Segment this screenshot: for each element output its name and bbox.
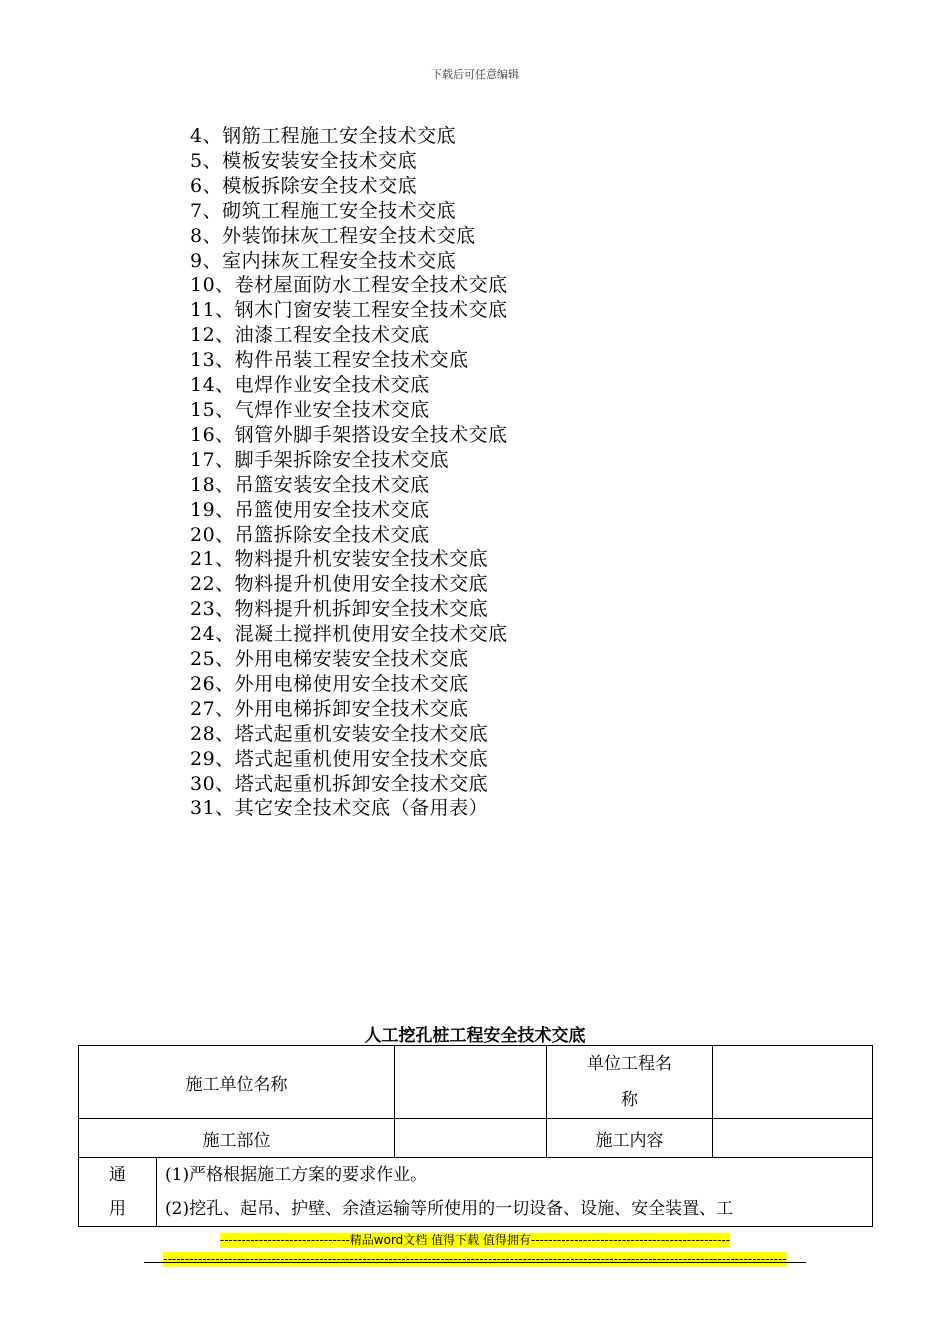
toc-item: 4、钢筋工程施工安全技术交底	[190, 125, 457, 147]
general-label	[79, 1158, 157, 1227]
form-row-part	[79, 1119, 873, 1158]
toc-item: 14、电焊作业安全技术交底	[190, 374, 430, 397]
toc-item: 7、砌筑工程施工安全技术交底	[190, 199, 457, 222]
form-row-general	[79, 1158, 873, 1227]
unit-name-value	[395, 1046, 547, 1119]
toc-item: 17、脚手架拆除安全技术交底	[190, 448, 450, 471]
toc-item: 9、室内抹灰工程安全技术交底	[190, 249, 457, 272]
general-label-line1: 通	[109, 1165, 126, 1185]
toc-item: 21、物料提升机安装安全技术交底	[190, 548, 489, 571]
toc-item: 10、卷材屋面防水工程安全技术交底	[190, 274, 508, 297]
footer-rule	[144, 1262, 806, 1263]
toc-item: 11、钢木门窗安装工程安全技术交底	[190, 299, 508, 322]
toc-item: 29、塔式起重机使用安全技术交底	[190, 747, 489, 770]
part-value	[395, 1119, 547, 1158]
toc-item: 30、塔式起重机拆卸安全技术交底	[190, 772, 489, 795]
project-name-label-line2: 称	[621, 1090, 638, 1110]
toc-item: 22、物料提升机使用安全技术交底	[190, 573, 489, 596]
disclosure-form-table	[78, 1045, 873, 1227]
toc-item: 27、外用电梯拆卸安全技术交底	[190, 697, 469, 720]
general-line-1: (1)严格根据施工方案的要求作业。	[165, 1165, 428, 1185]
general-line-2: (2)挖孔、起吊、护壁、余渣运输等所使用的一切设备、设施、安全装置、工	[165, 1199, 734, 1219]
toc-item: 25、外用电梯安装安全技术交底	[190, 648, 469, 671]
toc-item: 8、外装饰抹灰工程安全技术交底	[190, 224, 476, 247]
toc-item: 20、吊篮拆除安全技术交底	[190, 523, 430, 546]
page-header: 下载后可任意编辑	[431, 68, 519, 81]
content-label: 施工内容	[547, 1119, 713, 1158]
toc-item: 5、模板安装安全技术交底	[190, 149, 418, 172]
toc-item: 19、吊篮使用安全技术交底	[190, 498, 430, 521]
form-row-unit	[79, 1046, 873, 1119]
toc-item: 24、混凝土搅拌机使用安全技术交底	[190, 623, 508, 646]
toc-item: 23、物料提升机拆卸安全技术交底	[190, 598, 489, 621]
content-value	[713, 1119, 873, 1158]
toc-item: 26、外用电梯使用安全技术交底	[190, 672, 469, 695]
footer-banner-line-2: ------------------------------------------------------------------------------------------------------------------------------------------------	[163, 1252, 787, 1266]
toc-item: 12、油漆工程安全技术交底	[190, 324, 430, 347]
toc-item: 16、钢管外脚手架搭设安全技术交底	[190, 423, 508, 446]
toc-list	[190, 124, 508, 821]
project-name-label-line1: 单位工程名	[587, 1054, 672, 1074]
general-label-line2: 用	[109, 1199, 126, 1219]
unit-name-label: 施工单位名称	[79, 1046, 395, 1119]
part-label: 施工部位	[79, 1119, 395, 1158]
footer-banner-line-1: ------------------------------精品word文档 值得下载 值得拥有----------------------------------------------	[219, 1233, 731, 1247]
toc-item: 31、其它安全技术交底（备用表）	[190, 797, 489, 820]
project-name-label	[547, 1046, 713, 1119]
toc-item: 18、吊篮安装安全技术交底	[190, 473, 430, 496]
toc-item: 15、气焊作业安全技术交底	[190, 398, 430, 421]
project-name-value	[713, 1046, 873, 1119]
form-title: 人工挖孔桩工程安全技术交底	[364, 1026, 586, 1046]
toc-item: 28、塔式起重机安装安全技术交底	[190, 722, 489, 745]
toc-item: 13、构件吊装工程安全技术交底	[190, 349, 469, 372]
toc-item: 6、模板拆除安全技术交底	[190, 174, 418, 197]
general-content	[157, 1158, 873, 1227]
